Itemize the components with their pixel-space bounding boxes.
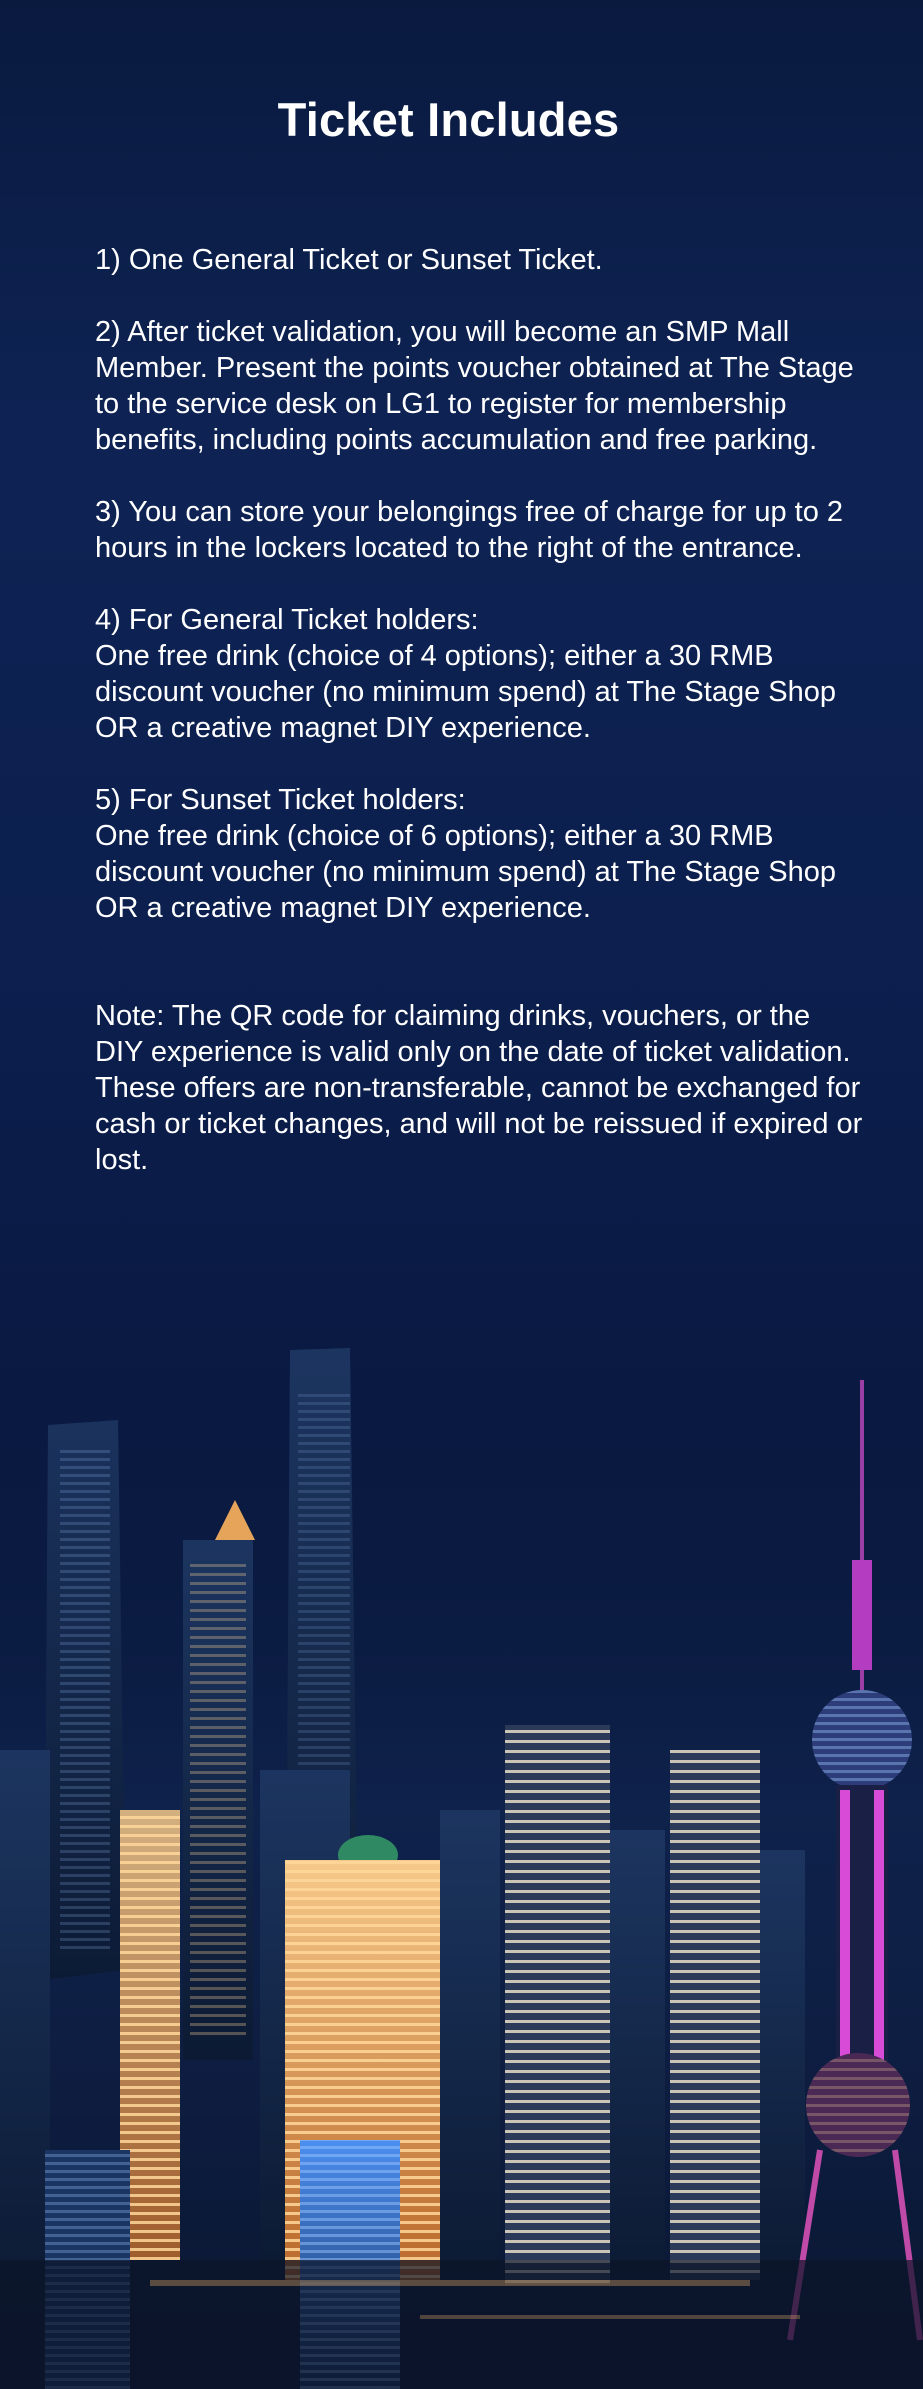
item-text: One free drink (choice of 4 options); either a 30 RMB discount voucher (no minimum spend) at The Stage Shop OR a creative magnet DIY experience. [95,640,836,744]
list-item [95,602,865,746]
item-text: 2) After ticket validation, you will become an SMP Mall Member. Present the points voucher obtained at The Stage to the service desk on LG1 to register for membership benefits, including points accumulation and free parking. [95,316,854,456]
list-item [95,314,865,458]
list-item [95,782,865,926]
item-heading: 4) For General Ticket holders: [95,604,479,636]
list-item [95,242,865,278]
note-text: Note: The QR code for claiming drinks, vouchers, or the DIY experience is valid only on the date of ticket validation. These offers are non-transferable, cannot be exchanged for cash or ticket changes, and will not be reissued if expired or lost. [95,1000,863,1176]
list-item [95,494,865,566]
city-skyline-icon [0,1330,923,2389]
ticket-includes-list [95,242,865,1207]
item-text: 1) One General Ticket or Sunset Ticket. [95,244,603,276]
item-heading: 5) For Sunset Ticket holders: [95,784,466,816]
page-title: Ticket Includes [277,93,620,146]
item-text: 3) You can store your belongings free of charge for up to 2 hours in the lockers located to the right of the entrance. [95,496,844,564]
item-text: One free drink (choice of 6 options); either a 30 RMB discount voucher (no minimum spend) at The Stage Shop OR a creative magnet DIY experience. [95,820,836,924]
